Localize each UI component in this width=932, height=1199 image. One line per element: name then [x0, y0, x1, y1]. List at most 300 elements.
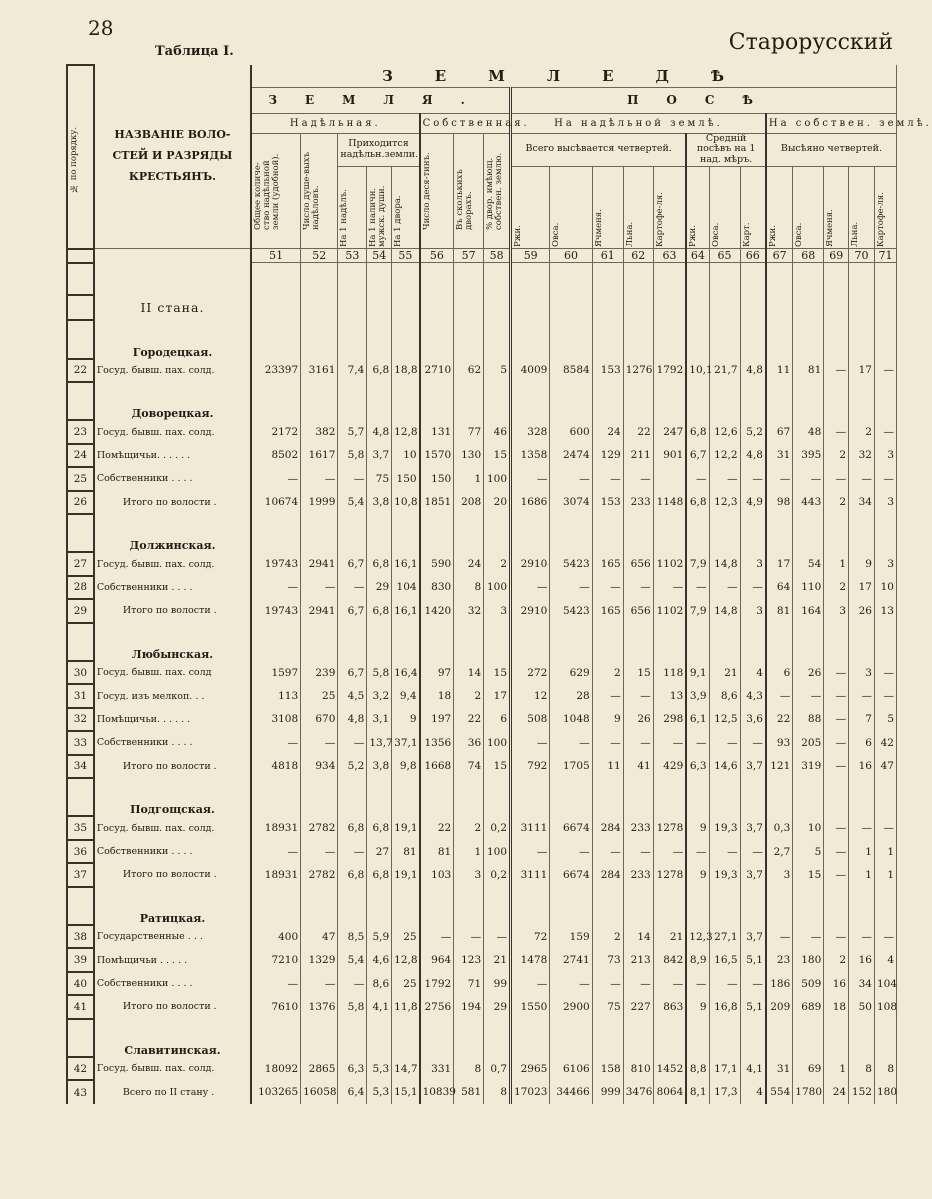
table-row: [67, 925, 897, 948]
value-cell: 3,7: [740, 816, 766, 839]
value-cell: 10839: [420, 1080, 454, 1104]
blank-cell: [338, 295, 367, 321]
blank-cell: [301, 887, 338, 925]
value-cell: 15: [484, 444, 511, 467]
col-header-55: На 1 двора.: [392, 167, 420, 249]
blank-cell: [849, 382, 875, 420]
col-header-65: Овса.: [709, 167, 740, 249]
value-cell: 5: [874, 708, 896, 731]
row-label: Итого по волости .: [94, 755, 251, 778]
value-cell: 934: [301, 755, 338, 778]
value-cell: 629: [550, 661, 592, 684]
value-cell: 9: [686, 995, 709, 1018]
value-cell: —: [623, 467, 653, 490]
value-cell: 2474: [550, 444, 592, 467]
value-cell: 27,1: [709, 925, 740, 948]
value-cell: 100: [484, 467, 511, 490]
blank-cell: [454, 623, 484, 661]
row-label: Госуд. бывш. пах. солд.: [94, 552, 251, 575]
value-cell: 32: [849, 444, 875, 467]
value-cell: 6,8: [367, 816, 392, 839]
value-cell: 77: [454, 420, 484, 443]
value-cell: 12,8: [392, 420, 420, 443]
value-cell: —: [511, 467, 550, 490]
value-cell: —: [550, 467, 592, 490]
value-cell: —: [338, 731, 367, 754]
blank-cell: [338, 623, 367, 661]
value-cell: 7610: [251, 995, 301, 1018]
blank-cell: [793, 320, 824, 358]
value-cell: —: [623, 684, 653, 707]
value-cell: —: [592, 731, 623, 754]
value-cell: —: [686, 576, 709, 599]
value-cell: 6,8: [338, 816, 367, 839]
value-cell: 7,4: [338, 359, 367, 382]
value-cell: 0,7: [484, 1057, 511, 1080]
value-cell: 25: [392, 972, 420, 995]
value-cell: 443: [793, 491, 824, 514]
value-cell: 12,8: [392, 948, 420, 971]
value-cell: 6,7: [338, 552, 367, 575]
blank-cell: [301, 295, 338, 321]
blank-cell: [392, 263, 420, 295]
blank-cell: [367, 514, 392, 552]
value-cell: 81: [766, 599, 793, 622]
row-number: 35: [67, 816, 94, 839]
value-cell: 4,1: [740, 1057, 766, 1080]
value-cell: 2: [824, 576, 849, 599]
value-cell: —: [793, 467, 824, 490]
blank-cell: [550, 778, 592, 816]
value-cell: 3161: [301, 359, 338, 382]
column-number: 54: [367, 249, 392, 263]
blank-cell: [67, 382, 94, 420]
blank-cell: [392, 623, 420, 661]
blank-cell: [592, 1019, 623, 1057]
value-cell: —: [824, 925, 849, 948]
value-cell: 6: [484, 708, 511, 731]
column-number: 59: [511, 249, 550, 263]
value-cell: 16: [849, 755, 875, 778]
value-cell: 272: [511, 661, 550, 684]
value-cell: 4,1: [367, 995, 392, 1018]
column-number: 51: [251, 249, 301, 263]
value-cell: 6: [766, 661, 793, 684]
blank-cell: [592, 263, 623, 295]
blank-cell: [849, 887, 875, 925]
blank-cell: [824, 382, 849, 420]
value-cell: 16,8: [709, 995, 740, 1018]
blank-cell: [592, 778, 623, 816]
value-cell: 8: [849, 1057, 875, 1080]
value-cell: 7210: [251, 948, 301, 971]
value-cell: 3,9: [686, 684, 709, 707]
blank-cell: [686, 887, 709, 925]
value-cell: 1550: [511, 995, 550, 1018]
row-number: 29: [67, 599, 94, 622]
on-allotment-header: На надѣльной землѣ.: [511, 113, 766, 133]
col-header-60: Овса.: [550, 167, 592, 249]
row-number: 22: [67, 359, 94, 382]
column-number: 65: [709, 249, 740, 263]
value-cell: 3,6: [740, 708, 766, 731]
table-row: [67, 708, 897, 731]
blank-cell: [766, 778, 793, 816]
value-cell: 319: [793, 755, 824, 778]
value-cell: —: [686, 467, 709, 490]
value-cell: 23: [766, 948, 793, 971]
value-cell: 34466: [550, 1080, 592, 1104]
blank-cell: [511, 320, 550, 358]
value-cell: 8: [874, 1057, 896, 1080]
value-cell: 103265: [251, 1080, 301, 1104]
value-cell: 12: [511, 684, 550, 707]
value-cell: 165: [592, 599, 623, 622]
value-cell: 5423: [550, 599, 592, 622]
value-cell: 9,1: [686, 661, 709, 684]
blank-cell: [67, 295, 94, 321]
blank-cell: [550, 320, 592, 358]
blank-cell: [709, 623, 740, 661]
row-number: 41: [67, 995, 94, 1018]
value-cell: 3: [454, 863, 484, 886]
value-cell: 8: [454, 576, 484, 599]
sowing-header: ПОСѢ: [511, 87, 897, 113]
value-cell: 0,2: [484, 863, 511, 886]
row-label: Помѣщичьи. . . . . .: [94, 708, 251, 731]
blank-cell: [592, 887, 623, 925]
blank-cell: [251, 263, 301, 295]
value-cell: 10674: [251, 491, 301, 514]
value-cell: 15: [484, 661, 511, 684]
statistics-table: [66, 64, 932, 1104]
value-cell: 121: [766, 755, 793, 778]
value-cell: 1: [849, 863, 875, 886]
col-header-71: Картофе-ля.: [874, 167, 896, 249]
col-header-59: Ржи.: [511, 167, 550, 249]
blank-cell: [338, 263, 367, 295]
blank-cell: [367, 778, 392, 816]
blank-cell: [874, 514, 896, 552]
table-row: [67, 1057, 897, 1080]
value-cell: 17023: [511, 1080, 550, 1104]
value-cell: 1420: [420, 599, 454, 622]
value-cell: —: [592, 840, 623, 863]
blank-cell: [623, 623, 653, 661]
value-cell: 429: [653, 755, 686, 778]
value-cell: —: [338, 467, 367, 490]
total-row: [67, 755, 897, 778]
blank-cell: [766, 295, 793, 321]
value-cell: 5423: [550, 552, 592, 575]
value-cell: 11: [766, 359, 793, 382]
value-cell: 9: [392, 708, 420, 731]
value-cell: 5,7: [338, 420, 367, 443]
blank-cell: [623, 320, 653, 358]
value-cell: 158: [592, 1057, 623, 1080]
blank-cell: [849, 1019, 875, 1057]
blank-cell: [874, 382, 896, 420]
blank-cell: [623, 514, 653, 552]
value-cell: —: [454, 925, 484, 948]
blank-cell: [874, 263, 896, 295]
blank-cell: [653, 623, 686, 661]
value-cell: 74: [454, 755, 484, 778]
value-cell: 5,3: [367, 1057, 392, 1080]
table-row: [67, 359, 897, 382]
blank-cell: [766, 382, 793, 420]
column-number: 53: [338, 249, 367, 263]
column-number: 70: [849, 249, 875, 263]
value-cell: 205: [793, 731, 824, 754]
value-cell: 67: [766, 420, 793, 443]
value-cell: 47: [874, 755, 896, 778]
total-row: [67, 995, 897, 1018]
value-cell: —: [686, 972, 709, 995]
blank-cell: [550, 382, 592, 420]
value-cell: 13,7: [367, 731, 392, 754]
blank-cell: [392, 320, 420, 358]
row-number: 31: [67, 684, 94, 707]
value-cell: 3: [874, 444, 896, 467]
value-cell: 197: [420, 708, 454, 731]
value-cell: 69: [793, 1057, 824, 1080]
value-cell: 12,2: [709, 444, 740, 467]
blank-cell: [653, 382, 686, 420]
value-cell: 19743: [251, 552, 301, 575]
blank-cell: [686, 1019, 709, 1057]
value-cell: 3: [874, 552, 896, 575]
value-cell: 1570: [420, 444, 454, 467]
value-cell: 5,1: [740, 995, 766, 1018]
value-cell: 5,9: [367, 925, 392, 948]
value-cell: 7,9: [686, 552, 709, 575]
value-cell: —: [420, 925, 454, 948]
value-cell: —: [793, 925, 824, 948]
value-cell: 9: [849, 552, 875, 575]
blank-cell: [511, 514, 550, 552]
blank-cell: [623, 778, 653, 816]
value-cell: 71: [454, 972, 484, 995]
value-cell: —: [686, 840, 709, 863]
blank-cell: [367, 623, 392, 661]
value-cell: 5,8: [338, 444, 367, 467]
value-cell: 3: [849, 661, 875, 684]
value-cell: 1686: [511, 491, 550, 514]
value-cell: —: [550, 731, 592, 754]
row-label: Госуд. бывш. пах. солд.: [94, 359, 251, 382]
value-cell: 24: [454, 552, 484, 575]
blank-cell: [251, 320, 301, 358]
value-cell: 6674: [550, 816, 592, 839]
value-cell: 103: [420, 863, 454, 886]
value-cell: —: [251, 840, 301, 863]
blank-cell: [824, 1019, 849, 1057]
col-header-54: На 1 наличн. мужск. души.: [367, 167, 392, 249]
blank-cell: [592, 382, 623, 420]
value-cell: —: [338, 576, 367, 599]
value-cell: 4,3: [740, 684, 766, 707]
value-cell: —: [592, 576, 623, 599]
row-number: 28: [67, 576, 94, 599]
value-cell: 581: [454, 1080, 484, 1104]
table-row: [67, 840, 897, 863]
value-cell: 4,5: [338, 684, 367, 707]
blank-cell: [709, 1019, 740, 1057]
value-cell: 6,1: [686, 708, 709, 731]
value-cell: 3,7: [740, 863, 766, 886]
value-cell: 1148: [653, 491, 686, 514]
blank-cell: [67, 778, 94, 816]
blank-cell: [849, 295, 875, 321]
blank-cell: [740, 382, 766, 420]
value-cell: —: [740, 731, 766, 754]
blank-cell: [709, 263, 740, 295]
value-cell: 81: [793, 359, 824, 382]
value-cell: —: [301, 731, 338, 754]
value-cell: —: [511, 840, 550, 863]
row-number: 37: [67, 863, 94, 886]
blank-cell: [338, 778, 367, 816]
value-cell: 5,8: [367, 661, 392, 684]
value-cell: 14,8: [709, 599, 740, 622]
column-number: 52: [301, 249, 338, 263]
blank-cell: [484, 623, 511, 661]
value-cell: 1: [874, 840, 896, 863]
row-label: Собственники . . . .: [94, 576, 251, 599]
value-cell: 88: [793, 708, 824, 731]
blank-cell: [623, 263, 653, 295]
blank-cell: [550, 1019, 592, 1057]
blank-cell: [686, 263, 709, 295]
value-cell: 2172: [251, 420, 301, 443]
col-header-56: Число деся-тинъ.: [420, 133, 454, 249]
blank-cell: [392, 514, 420, 552]
row-label: Итого по волости .: [94, 995, 251, 1018]
value-cell: —: [824, 840, 849, 863]
blank-cell: [338, 887, 367, 925]
row-label: Собственники . . . .: [94, 840, 251, 863]
blank-cell: [251, 887, 301, 925]
value-cell: 3,8: [367, 755, 392, 778]
blank-cell: [301, 382, 338, 420]
value-cell: 25: [301, 684, 338, 707]
value-cell: 656: [623, 552, 653, 575]
value-cell: 208: [454, 491, 484, 514]
blank-cell: [484, 320, 511, 358]
value-cell: —: [824, 755, 849, 778]
blank-cell: [251, 295, 301, 321]
value-cell: 130: [454, 444, 484, 467]
value-cell: 10,8: [392, 491, 420, 514]
value-cell: —: [740, 972, 766, 995]
row-number: 23: [67, 420, 94, 443]
blank-cell: [301, 320, 338, 358]
row-label: Итого по волости .: [94, 599, 251, 622]
blank-cell: [301, 263, 338, 295]
value-cell: 2941: [301, 552, 338, 575]
volost-name: Любынская.: [94, 623, 251, 661]
blank-cell: [793, 382, 824, 420]
value-cell: —: [709, 467, 740, 490]
blank-cell: [454, 887, 484, 925]
value-cell: 97: [420, 661, 454, 684]
value-cell: 41: [623, 755, 653, 778]
value-cell: —: [824, 661, 849, 684]
blank-cell: [766, 1019, 793, 1057]
value-cell: 3476: [623, 1080, 653, 1104]
value-cell: —: [592, 972, 623, 995]
value-cell: 16,5: [709, 948, 740, 971]
value-cell: 590: [420, 552, 454, 575]
value-cell: 400: [251, 925, 301, 948]
value-cell: 3: [824, 599, 849, 622]
value-cell: 863: [653, 995, 686, 1018]
value-cell: 24: [592, 420, 623, 443]
row-label: Помѣщичьи. . . . . .: [94, 444, 251, 467]
value-cell: —: [849, 816, 875, 839]
value-cell: 72: [511, 925, 550, 948]
value-cell: 4,8: [338, 708, 367, 731]
value-cell: 17: [766, 552, 793, 575]
value-cell: 2: [849, 420, 875, 443]
value-cell: 73: [592, 948, 623, 971]
row-number: 27: [67, 552, 94, 575]
value-cell: 150: [392, 467, 420, 490]
value-cell: 19743: [251, 599, 301, 622]
value-cell: 64: [766, 576, 793, 599]
blank-cell: [793, 623, 824, 661]
blank-cell: [367, 1019, 392, 1057]
blank-cell: [67, 514, 94, 552]
value-cell: 131: [420, 420, 454, 443]
value-cell: —: [849, 925, 875, 948]
blank-cell: [709, 887, 740, 925]
value-cell: —: [709, 731, 740, 754]
value-cell: 1102: [653, 552, 686, 575]
value-cell: 110: [793, 576, 824, 599]
value-cell: 4,8: [740, 359, 766, 382]
value-cell: 2965: [511, 1057, 550, 1080]
avg-sowing-header: Средній посѣвъ на 1 над. мѣръ.: [686, 133, 766, 167]
col-header-66: Карт.: [740, 167, 766, 249]
table-row: [67, 972, 897, 995]
value-cell: 1999: [301, 491, 338, 514]
blank-cell: [849, 514, 875, 552]
blank-cell: [686, 295, 709, 321]
value-cell: 81: [420, 840, 454, 863]
value-cell: 17,1: [709, 1057, 740, 1080]
value-cell: 26: [623, 708, 653, 731]
blank-cell: [824, 514, 849, 552]
row-label: Госуд. изъ мелкоп. . .: [94, 684, 251, 707]
value-cell: —: [824, 359, 849, 382]
value-cell: 16,1: [392, 552, 420, 575]
value-cell: 54: [793, 552, 824, 575]
value-cell: 3,7: [740, 925, 766, 948]
on-own-header: На собствен. землѣ.: [766, 113, 897, 133]
blank-cell: [367, 320, 392, 358]
blank-cell: [740, 1019, 766, 1057]
rownum-header: № по порядку.: [67, 65, 94, 249]
row-label: Госуд. бывш. пах. солд.: [94, 420, 251, 443]
value-cell: 9,8: [392, 755, 420, 778]
value-cell: 2: [454, 816, 484, 839]
blank-cell: [511, 623, 550, 661]
value-cell: 792: [511, 755, 550, 778]
value-cell: 9: [686, 816, 709, 839]
blank-cell: [550, 295, 592, 321]
